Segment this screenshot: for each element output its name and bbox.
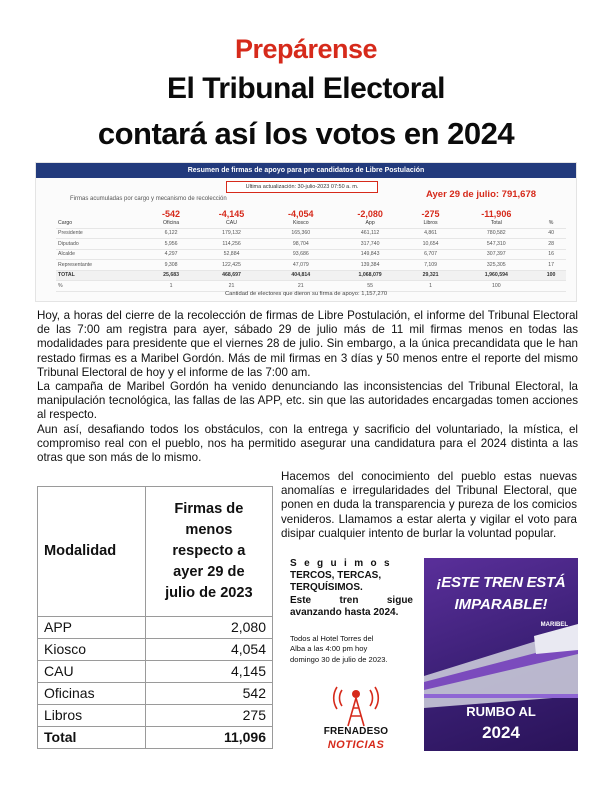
summary-table-screenshot (35, 162, 577, 302)
modalidad-table (37, 486, 273, 749)
table-cell: 98,704 (266, 239, 335, 250)
table-cell: 179,132 (197, 228, 266, 239)
table-cell: 542 (145, 682, 272, 704)
poster-title-line1: ¡ESTE TREN ESTÁ (436, 574, 566, 591)
seguimos-word: Seguimos (290, 558, 397, 569)
paragraph: Hoy, a horas del cierre de la recolección de firmas de Libre Postulación, el informe del Tribunal Electoral de las 7:00 am registra para ayer, sábado 29 de julio más de 11 mil firmas menos en todas las modalidades para presidente que el viernes 28 de julio. Sin embargo, a la única precandidata que le han restado firmas es a Maribel Gordón. Más de mil firmas en 3 días y 50 menos entre el reporte del mismo Tribunal Electoral de hoy y el informe de las 7:00 am. (37, 309, 578, 379)
percent-row (56, 281, 566, 292)
diff-cell: -11,906 (481, 209, 512, 219)
table-cell: 4,145 (145, 660, 272, 682)
table-cell: Presidente (56, 228, 145, 239)
anomalies-paragraph: Hacemos del conocimiento del pueblo estas nuevas anomalías e irregularidades del Tribunal Electoral, que ponen en duda la transparencia y pureza de los comicios venideros. Llamamos a estar alerta y vigilar el voto para disipar cualquier intento de burlar la voluntad popular. (281, 470, 577, 540)
campaign-poster (424, 558, 578, 751)
table-cell: Total (38, 726, 146, 748)
summary-subtitle: Firmas acumuladas por cargo y mecanismo de recolección (70, 196, 227, 202)
table-cell: 4,861 (405, 228, 457, 239)
logo-subtitle: NOTICIAS (327, 739, 385, 751)
table-cell: 21 (266, 281, 335, 292)
summary-table-title: Resumen de firmas de apoyo para pre candidatos de Libre Postulación (36, 163, 576, 178)
table-cell: APP (38, 616, 146, 638)
table-cell: 404,814 (266, 270, 335, 281)
table-cell: CAU (38, 660, 146, 682)
table-cell: Oficinas (38, 682, 146, 704)
summary-header-row (56, 218, 566, 228)
table-cell: 317,740 (335, 239, 404, 250)
table-cell: 11,096 (145, 726, 272, 748)
table-cell: 6,707 (405, 249, 457, 260)
column-header: CAU (197, 218, 266, 228)
table-row (56, 239, 566, 250)
table-cell: 275 (145, 704, 272, 726)
column-header: Oficina (145, 218, 197, 228)
total-row (38, 726, 273, 748)
table-cell: 1 (145, 281, 197, 292)
table-cell: 9,308 (145, 260, 197, 271)
diff-row (56, 210, 566, 218)
column-header: App (335, 218, 404, 228)
diff-cell: -2,080 (357, 209, 383, 219)
total-row (56, 270, 566, 281)
table-cell: 1 (405, 281, 457, 292)
table-cell: 780,582 (456, 228, 536, 239)
paragraph: La campaña de Maribel Gordón ha venido denunciando las inconsistencias del Tribunal Electoral, la manipulación tecnológica, las fallas de las APP, etc. sin que las autoridades encargadas tomen acciones al respecto. (37, 380, 578, 422)
table-cell: 4,054 (145, 638, 272, 660)
poster-bottom-line1: RUMBO AL (466, 704, 536, 719)
diff-cell: -4,054 (288, 209, 314, 219)
table-cell: 100 (456, 281, 536, 292)
poster-bottom-line2: 2024 (482, 723, 520, 742)
table-cell: 139,384 (335, 260, 404, 271)
summary-footer: Cantidad de electores que dieron su firma de apoyo: 1,157,270 (224, 291, 388, 297)
table-cell: Representante (56, 260, 145, 271)
table-cell: 307,397 (456, 249, 536, 260)
diff-cell: -4,145 (218, 209, 245, 219)
headline-line-3: contará así los votos en 2024 (97, 116, 515, 151)
table-cell: 6,122 (145, 228, 197, 239)
seguimos-block (290, 558, 413, 619)
table-cell: 5,956 (145, 239, 197, 250)
table-row (38, 682, 273, 704)
table-row (38, 704, 273, 726)
table-cell: 55 (335, 281, 404, 292)
table-cell: 7,109 (405, 260, 457, 271)
table-cell: 21 (197, 281, 266, 292)
table-cell: 40 (536, 228, 566, 239)
table-cell: 468,697 (197, 270, 266, 281)
table-cell: 114,256 (197, 239, 266, 250)
table-cell: Diputado (56, 239, 145, 250)
radio-tower-icon (296, 684, 416, 728)
table-row (38, 660, 273, 682)
table-cell: 165,360 (266, 228, 335, 239)
hotel-announcement: Todos al Hotel Torres del Alba a las 4:00 pm hoy domingo 30 de julio de 2023. (290, 634, 388, 664)
diff-cell: -275 (421, 209, 440, 219)
table-cell: Alcalde (56, 249, 145, 260)
table-cell: % (56, 281, 145, 292)
column-header: Kiosco (266, 218, 335, 228)
column-header: Cargo (56, 218, 145, 228)
column-header: Total (456, 218, 536, 228)
table-cell: 547,310 (456, 239, 536, 250)
table-cell: 122,425 (197, 260, 266, 271)
summary-grid (56, 210, 566, 292)
table-cell: 16 (536, 249, 566, 260)
table-cell: 10,654 (405, 239, 457, 250)
poster-title-line2: IMPARABLE! (454, 596, 548, 613)
table-row (38, 638, 273, 660)
article-body (37, 309, 578, 465)
column-header: Firmas de menos respecto a ayer 29 de julio de 2023 (145, 487, 272, 617)
table-cell: 100 (536, 270, 566, 281)
table-cell: Libros (38, 704, 146, 726)
seguimos-line: TERQUÍSIMOS. (290, 582, 363, 594)
table-cell: 149,843 (335, 249, 404, 260)
table-row (38, 616, 273, 638)
table-cell: Kiosco (38, 638, 146, 660)
column-header: Modalidad (38, 487, 146, 617)
table-cell: 2,080 (145, 616, 272, 638)
table-cell: 28 (536, 239, 566, 250)
table-cell: 325,305 (456, 260, 536, 271)
diff-cell: -542 (162, 209, 181, 219)
table-cell: 29,321 (405, 270, 457, 281)
table-row (56, 260, 566, 271)
paragraph: Aun así, desafiando todos los obstáculos, con la entrega y sacrificio del voluntariado, la mística, el compromiso real con el pueblo, nos ha permitido asegurar una candidatura para el 2024 distinta a las otras que son más de lo mismo. (37, 422, 578, 465)
poster-candidate-name: MARIBEL (540, 622, 568, 628)
seguimos-line: TERCOS, TERCAS, (290, 570, 382, 582)
table-cell: TOTAL (56, 270, 145, 281)
table-cell: 461,112 (335, 228, 404, 239)
seguimos-line: Este tren sigue avanzando hasta 2024. (290, 594, 413, 618)
table-cell: 1,960,594 (456, 270, 536, 281)
modalidad-header-row (38, 487, 273, 617)
column-header: Libros (405, 218, 457, 228)
logo-name: FRENADESO (323, 726, 389, 737)
table-cell: 25,683 (145, 270, 197, 281)
table-row (56, 249, 566, 260)
frenadeso-logo (296, 684, 416, 756)
table-cell (536, 281, 566, 292)
column-header: % (536, 218, 566, 228)
table-cell: 17 (536, 260, 566, 271)
table-row (56, 228, 566, 239)
table-cell: 47,079 (266, 260, 335, 271)
ayer-total-label: Ayer 29 de julio: 791,678 (426, 189, 537, 200)
table-cell: 4,297 (145, 249, 197, 260)
headline-line-1: Prepárense (234, 34, 378, 64)
table-cell: 1,068,079 (335, 270, 404, 281)
last-update-box: Ultima actualización: 30-julio-2023 07:50 a. m. (226, 181, 378, 193)
table-cell: 52,884 (197, 249, 266, 260)
table-cell: 93,686 (266, 249, 335, 260)
headline-line-2: El Tribunal Electoral (167, 72, 445, 105)
